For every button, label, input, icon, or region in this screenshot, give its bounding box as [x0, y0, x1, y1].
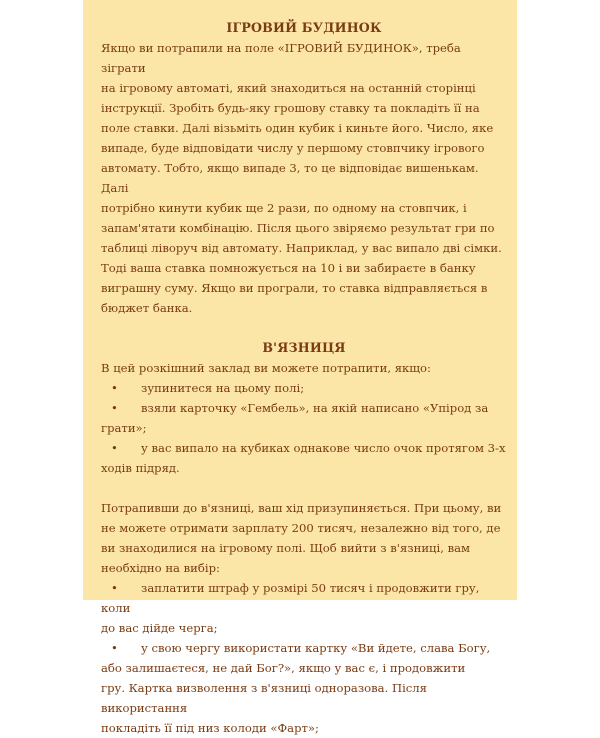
bullet-list-prison-exit [101, 578, 507, 738]
text-line: потрібно кинути кубик ще 2 рази, по одному на стовпчик, і [101, 201, 467, 215]
text-line: необхідно на вибір: [101, 561, 220, 575]
text-line: Якщо ви потрапили на поле «ІГРОВИЙ БУДИНОК», треба зіграти [101, 41, 461, 75]
text-line: гру. Картка визволення з в'язниці одноразова. Після використання [101, 681, 427, 715]
text-line: взяли карточку «Гембель», на якій написано «Упірод за [141, 401, 489, 415]
text-line: заплатити штраф у розмірі 50 тисяч і продовжити гру, коли [101, 581, 480, 615]
text-line: В цей розкішний заклад ви можете потрапити, якщо: [101, 361, 431, 375]
text-line: ходів підряд. [101, 461, 180, 475]
text-line: виграшну суму. Якщо ви програли, то ставка відправляється в [101, 281, 488, 295]
text-line: на ігровому автоматі, який знаходиться на останній сторінці [101, 81, 476, 95]
text-line: до вас дійде черга; [101, 621, 218, 635]
document-page [83, 0, 517, 735]
bullet-icon: • [111, 381, 118, 395]
list-item [101, 378, 507, 398]
text-line: не можете отримати зарплату 200 тисяч, незалежно від того, де [101, 521, 501, 535]
document-content [101, 18, 507, 738]
text-line: у свою чергу використати картку «Ви йдете, слава Богу, [141, 641, 491, 655]
text-line: або залишаєтеся, не дай Бог?», якщо у вас є, і продовжити [101, 661, 466, 675]
list-item [101, 438, 507, 478]
text-line: грати»; [101, 421, 147, 435]
section-title-game-house: ІГРОВИЙ БУДИНОК [226, 20, 382, 35]
list-item [101, 578, 507, 638]
text-line: автомату. Тобто, якщо випаде 3, то це відповідає вишенькам. Далі [101, 161, 479, 195]
text-line: у вас випало на кубиках однакове число очок протягом 3-х [141, 441, 506, 455]
section-title-prison: В'ЯЗНИЦЯ [262, 340, 346, 355]
list-item [101, 398, 507, 438]
text-line: покладіть її під низ колоди «Фарт»; [101, 721, 319, 735]
paragraph-prison-rules [101, 498, 507, 578]
list-item [101, 638, 507, 738]
text-line: зупинитеся на цьому полі; [141, 381, 305, 395]
text-line: запам'ятати комбінацію. Після цього звіряємо результат гри по [101, 221, 495, 235]
spacer [101, 478, 507, 498]
bullet-icon: • [111, 641, 118, 655]
text-line: ви знаходилися на ігровому полі. Щоб вийти з в'язниці, вам [101, 541, 471, 555]
text-line: Потрапивши до в'язниці, ваш хід призупиняється. При цьому, ви [101, 501, 502, 515]
bullet-list-prison-reasons [101, 378, 507, 478]
paragraph-prison-intro [101, 358, 507, 378]
text-line: випаде, буде відповідати числу у першому стовпчику ігрового [101, 141, 485, 155]
text-line: бюджет банка. [101, 301, 193, 315]
text-line: поле ставки. Далі візьміть один кубик і киньте його. Число, яке [101, 121, 494, 135]
text-line: таблиці ліворуч від автомату. Наприклад, у вас випало дві сімки. [101, 241, 502, 255]
bullet-icon: • [111, 441, 118, 455]
paragraph-game-house [101, 38, 507, 318]
text-line: Тоді ваша ставка помножується на 10 і ви забираєте в банку [101, 261, 476, 275]
bullet-icon: • [111, 581, 118, 595]
spacer [101, 318, 507, 338]
text-line: інструкції. Зробіть будь-яку грошову ставку та покладіть її на [101, 101, 480, 115]
bullet-icon: • [111, 401, 118, 415]
